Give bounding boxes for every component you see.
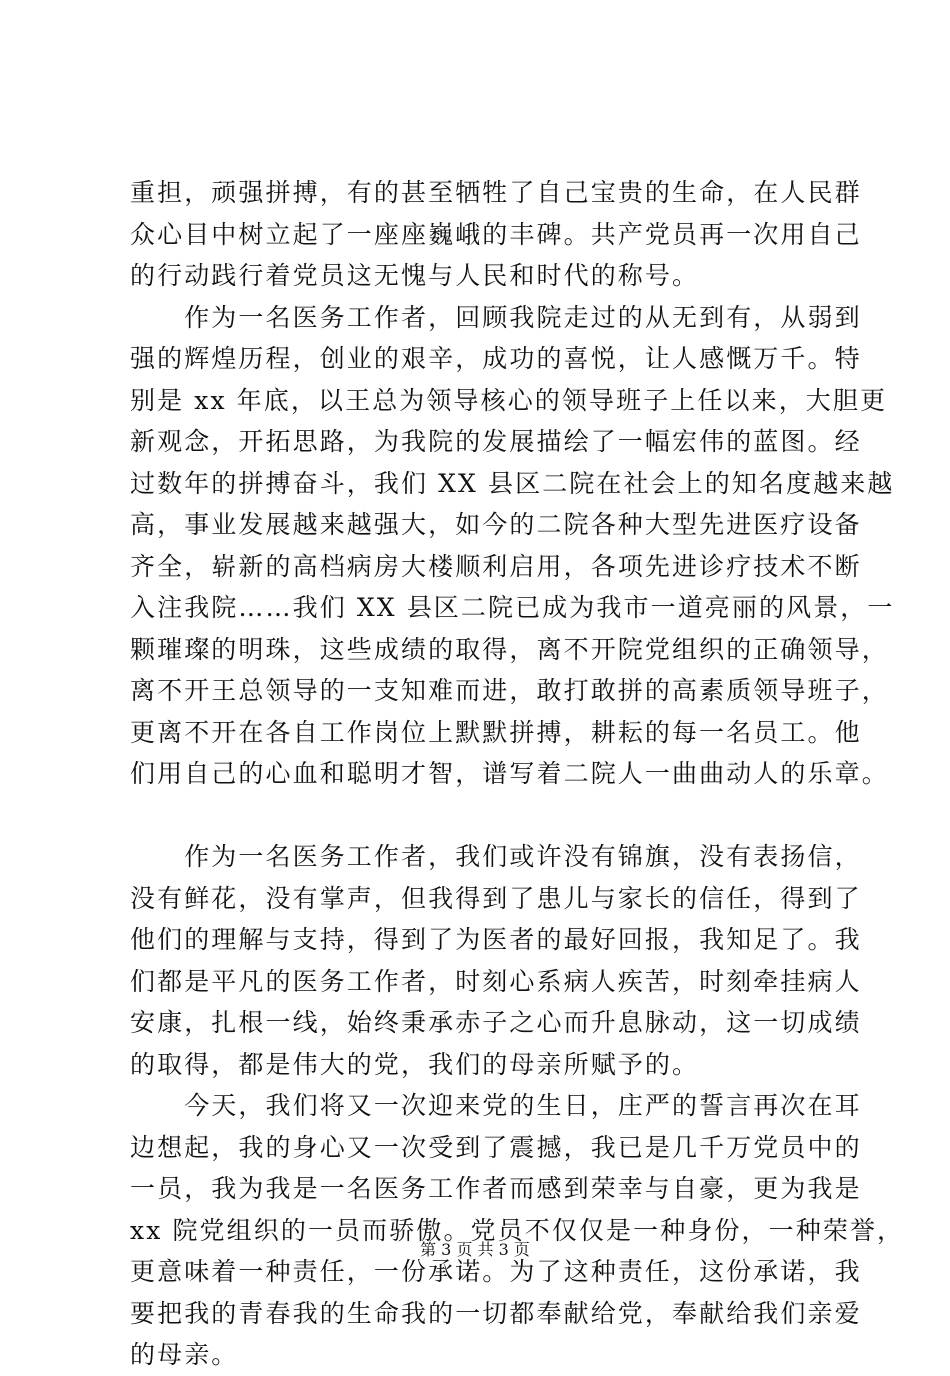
text-line: 别是 xx 年底，以王总为领导核心的领导班子上任以来，大胆更 xyxy=(130,385,888,415)
text-line: 过数年的拼搏奋斗，我们 XX 县区二院在社会上的知名度越来越 xyxy=(130,468,895,498)
text-line: 齐全，崭新的高档病房大楼顺利启用，各项先进诊疗技术不断 xyxy=(130,551,862,581)
text-line: 今天，我们将又一次迎来党的生日，庄严的誓言再次在耳 xyxy=(130,1091,862,1120)
text-line: 要把我的青春我的生命我的一切都奉献给党，奉献给我们亲爱 xyxy=(130,1298,862,1328)
paragraph-1 xyxy=(130,172,862,297)
text-line: 作为一名医务工作者，回顾我院走过的从无到有，从弱到 xyxy=(130,302,862,332)
text-line: 们都是平凡的医务工作者，时刻心系病人疾苦，时刻牵挂病人 xyxy=(130,966,862,996)
text-line: 入注我院……我们 XX 县区二院已成为我市一道亮丽的风景，一 xyxy=(130,593,895,622)
text-line: 新观念，开拓思路，为我院的发展描绘了一幅宏伟的蓝图。经 xyxy=(130,427,862,456)
text-line: 离不开王总领导的一支知难而进，敢打敢拼的高素质领导班子， xyxy=(130,676,889,705)
text-line: 高，事业发展越来越强大，如今的二院各种大型先进医疗设备 xyxy=(130,510,862,539)
text-line: 众心目中树立起了一座座巍峨的丰碑。共产党员再一次用自己 xyxy=(130,219,862,249)
text-line: 更离不开在各自工作岗位上默默拼搏，耕耘的每一名员工。他 xyxy=(130,717,862,747)
text-line: 他们的理解与支持，得到了为医者的最好回报，我知足了。我 xyxy=(130,925,862,954)
text-line: 作为一名医务工作者，我们或许没有锦旗，没有表扬信， xyxy=(130,842,862,871)
text-line: 更意味着一种责任，一份承诺。为了这种责任，这份承诺，我 xyxy=(130,1257,862,1286)
text-line: 重担，顽强拼搏，有的甚至牺牲了自己宝贵的生命，在人民群 xyxy=(130,178,862,207)
text-line: 一员，我为我是一名医务工作者而感到荣幸与自豪，更为我是 xyxy=(130,1174,862,1203)
text-line: 的母亲。 xyxy=(130,1340,239,1369)
paragraph-3 xyxy=(130,836,862,1085)
text-line: 们用自己的心血和聪明才智，谱写着二院人一曲曲动人的乐章。 xyxy=(130,759,889,788)
text-line: 安康，扎根一线，始终秉承赤子之心而升息脉动，这一切成绩 xyxy=(130,1008,862,1037)
text-line: 的取得，都是伟大的党，我们的母亲所赋予的。 xyxy=(130,1049,700,1079)
body-text xyxy=(130,172,905,1376)
paragraph-2 xyxy=(130,297,895,795)
text-line: 颗璀璨的明珠，这些成绩的取得，离不开院党组织的正确领导， xyxy=(130,634,889,664)
page-number-footer: 第 3 页 共 3 页 xyxy=(420,1240,530,1259)
paragraph-4 xyxy=(130,1085,905,1376)
text-line: 边想起，我的身心又一次受到了震撼，我已是几千万党员中的 xyxy=(130,1132,862,1162)
paragraph-spacer xyxy=(130,795,830,837)
text-line: 没有鲜花，没有掌声，但我得到了患儿与家长的信任，得到了 xyxy=(130,883,862,913)
text-line: 的行动践行着党员这无愧与人民和时代的称号。 xyxy=(130,261,700,290)
text-line: xx 院党组织的一员而骄傲。党员不仅仅是一种身份，一种荣誉， xyxy=(130,1215,905,1245)
text-line: 强的辉煌历程，创业的艰辛，成功的喜悦，让人感慨万千。特 xyxy=(130,344,862,373)
